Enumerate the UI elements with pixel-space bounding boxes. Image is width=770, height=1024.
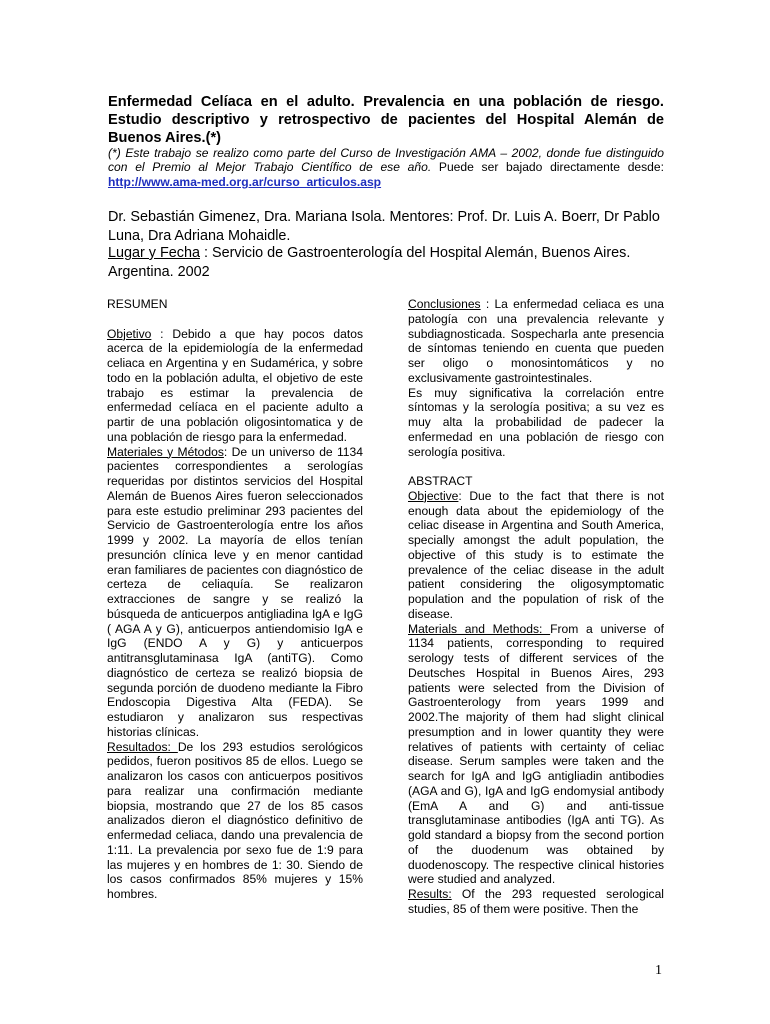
objetivo-label: Objetivo (107, 326, 152, 341)
note-italic: (*) Este trabajo se realizo como parte del Curso de Investigación AMA – 2002, donde fue distinguido con el Premio al Mejor Trabajo Científico de ese año. (108, 146, 664, 175)
place-text: : Servicio de Gastroenterología del Hospital Alemán, Buenos Aires. Argentina. 2002 (108, 245, 631, 280)
materiales-label: Materiales y Métodos (107, 444, 224, 459)
conclusiones-paragraph (408, 297, 664, 386)
place-date-line (108, 244, 664, 281)
objective-label: Objective (408, 488, 459, 503)
materiales-paragraph (107, 445, 363, 740)
methods-paragraph (408, 622, 664, 888)
authors-line: Dr. Sebastián Gimenez, Dra. Mariana Isola. Mentores: Prof. Dr. Luis A. Boerr, Dr Pablo Luna, Dra Adriana Mohaidle. (108, 209, 660, 244)
results-text: Of the 293 requested serological studies, 85 of them were positive. Then the (408, 887, 664, 916)
paper-title: Enfermedad Celíaca en el adulto. Prevalencia en una población de riesgo. Estudio descriptivo y retrospectivo de pacientes del Hospital Alemán de Buenos Aires.(*) (108, 94, 664, 146)
resultados-paragraph (107, 740, 363, 902)
left-column (107, 297, 363, 902)
resumen-heading: RESUMEN (107, 297, 168, 311)
methods-text: From a universe of 1134 patients, corresponding to required serology tests of different services of the Deutsches Hospital in Buenos Aires, 293 patients were selected from the Division of Gastroenterology from years 1999 and 2002.The majority of them had slight clinical presumption and in lower quantity they were relatives of patients with certainty of celiac disease. Serum samples were taken and the search for IgA and IgG antigliadin antibodies (AGA and G), IgA and IgG endomysial antibody (EmA A and G) and anti-tissue transglutaminase antibodies (IgA anti TG). As gold standard a biopsy from the second portion of the duodenum was obtained by duodenoscopy. The respective clinical histories were studied and analyzed. (408, 621, 664, 887)
article-link[interactable]: http://www.ama-med.org.ar/curso_articulos.asp (108, 174, 382, 189)
conclusiones-label: Conclusiones (408, 297, 481, 311)
place-label: Lugar y Fecha (108, 245, 200, 261)
abstract-heading: ABSTRACT (408, 474, 473, 488)
objective-paragraph (408, 489, 664, 622)
right-column (408, 297, 664, 917)
note-plain: Puede ser bajado directamente desde: (431, 160, 664, 175)
objetivo-text: : Debido a que hay pocos datos acerca de la epidemiología de la enfermedad celiaca en Argentina y en Sudamérica, y sobre todo en la población adulta, el objetivo de este trabajo es estimar la prevalencia de enfermedad celíaca en el paciente adulto a partir de una población oligosintomatica y de una población de riesgo para la enfermedad. (107, 326, 363, 444)
resultados-text: De los 293 estudios serológicos pedidos, fueron positivos 85 de ellos. Luego se analizaron los casos con anticuerpos positivos para realizar una confirmación mediante biopsia, mostrando que 27 de los 85 casos analizados dieron el diagnóstico definitivo de enfermedad celiaca, dando una prevalencia de 1:11. La prevalencia por sexo fue de 1:9 para las mujeres y en hombres de 1: 30. Siendo de los casos confirmados 85% mujeres y 15% hombres. (107, 739, 363, 901)
objective-text: : Due to the fact that there is not enough data about the epidemiology of the celiac disease in Argentina and South America, specially amongst the adult population, the objective of this study is to estimate the prevalence of the celiac disease in the adult patient considering the oligosymptomatic population and the population of risk of the disease. (408, 488, 664, 621)
conclusiones-paragraph-2: Es muy significativa la correlación entre síntomas y la serología positiva; a su vez es muy alta la probabilidad de padecer la enfermedad en una población de riesgo con serología positiva. (408, 385, 664, 459)
objetivo-paragraph (107, 327, 363, 445)
resultados-label: Resultados: (107, 739, 178, 754)
footnote-note (108, 146, 664, 189)
methods-label: Materials and Methods: (408, 621, 551, 636)
results-paragraph (408, 887, 664, 917)
results-label: Results: (408, 887, 452, 901)
materiales-text: : De un universo de 1134 pacientes correspondientes a serologías requeridas por distintos servicios del Hospital Alemán de Buenos Aires fueron seleccionados para este estudio preliminar 293 pacientes del Servicio de Gastroenterología entre los años 1999 y 2002. La mayoría de ellos tenían presunción clínica leve y en menor cantidad eran familiares de pacientes con diagnóstico de certeza de celiaquía. Se realizaron extracciones de sangre y se realizó la búsqueda de anticuerpos antigliadina IgA e IgG ( AGA A y G), anticuerpos antiendomisio IgA e IgG (ENDO A y G) y anticuerpos antitransglutaminasa IgA (antiTG). Como diagnóstico de certeza se realizó biopsia de segunda porción de duodeno mediante la Fibro Endoscopia Digestiva Alta (FEDA). Se estudiaron y analizaron sus respectivas historias clínicas. (107, 444, 363, 739)
conclusiones-text: : La enfermedad celiaca es una patología con una prevalencia relevante y subdiagnosticada. Sospecharla ante presencia de síntomas teniendo en cuenta que pueden ser oligo o monosintomáticos y no exclusivamente gastrointestinales. (408, 297, 664, 385)
page-number: 1 (655, 963, 662, 978)
